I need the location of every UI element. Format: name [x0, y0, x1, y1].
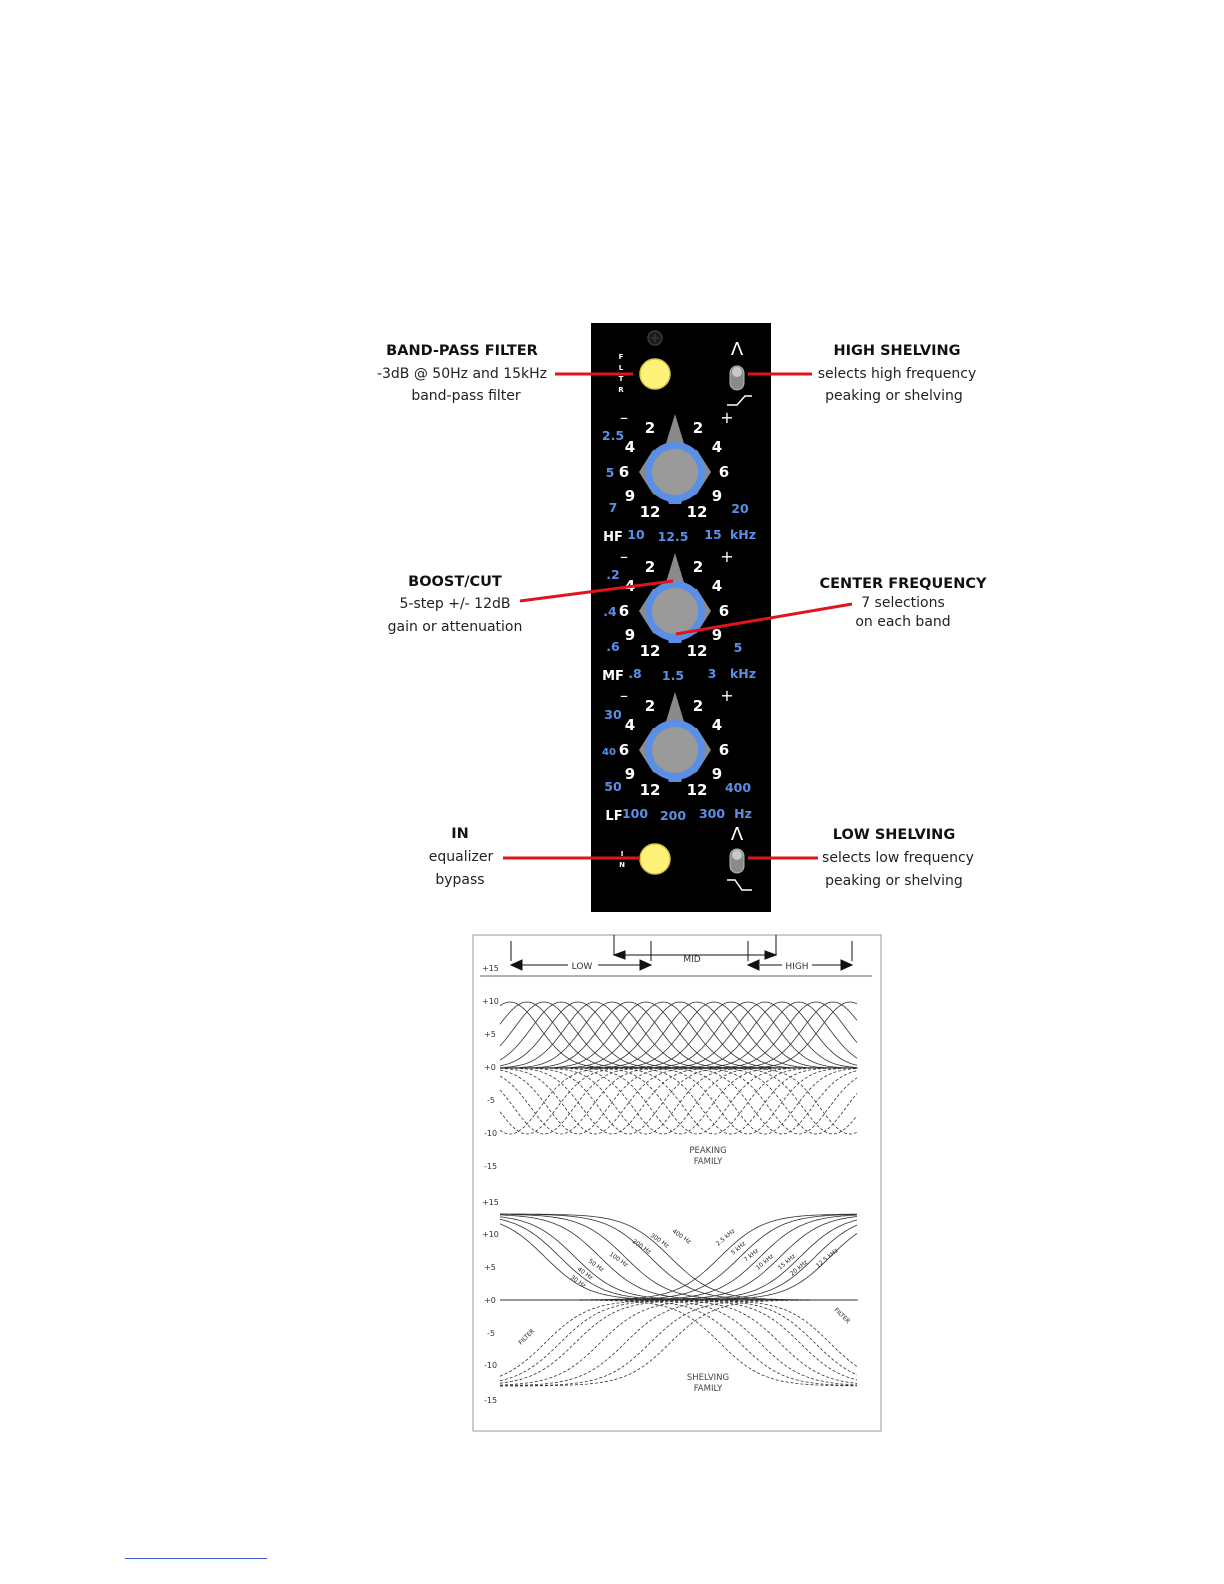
- curve-label: 400 Hz: [670, 1227, 693, 1246]
- mf-gain-label: 4: [624, 577, 636, 595]
- callout-text: 7 selections: [861, 595, 945, 611]
- mf-freq-label: 5: [733, 640, 743, 655]
- hf-gain-label: 4: [624, 438, 636, 456]
- hf-freq-label: 15: [704, 527, 722, 542]
- curve-label: 30 Hz: [568, 1273, 587, 1290]
- hf-minus: –: [620, 408, 628, 427]
- lf-gain-label: 6: [618, 741, 630, 759]
- lf-gain-label: 12: [639, 781, 661, 799]
- callout-text: 5-step +/- 12dB: [399, 596, 511, 612]
- callout-title: BOOST/CUT: [408, 574, 502, 590]
- hf-gain-label: 12: [686, 503, 708, 521]
- axis-tick-label: +15: [482, 1198, 499, 1207]
- curve-label: 7 kHz: [742, 1247, 761, 1264]
- hf-freq-label: 7: [608, 500, 618, 515]
- callout-text: on each band: [855, 614, 951, 630]
- mf-minus: –: [620, 547, 628, 566]
- footnote-separator: [125, 1558, 267, 1559]
- lf-gain-label: 4: [624, 716, 636, 734]
- callout-title: LOW SHELVING: [832, 827, 956, 843]
- mf-gain-label: 2: [692, 558, 704, 576]
- callout-text: gain or attenuation: [387, 619, 523, 635]
- callout-in: [429, 826, 494, 888]
- peaking-symbol-icon: Λ: [730, 339, 744, 360]
- callout-title: BAND-PASS FILTER: [386, 343, 538, 359]
- hf-plus: +: [720, 408, 734, 427]
- mf-freq-label: .6: [606, 639, 620, 654]
- hf-freq-label: 5: [605, 465, 615, 480]
- callout-center-frequency: [820, 576, 987, 630]
- hf-freq-label: 20: [731, 501, 749, 516]
- svg-text:F: F: [618, 353, 624, 361]
- axis-tick-label: -15: [484, 1162, 498, 1171]
- axis-tick-label: +0: [484, 1296, 496, 1305]
- mf-gain-label: 6: [718, 602, 730, 620]
- axis-tick-label: +5: [484, 1030, 496, 1039]
- axis-tick-label: +5: [484, 1263, 496, 1272]
- mf-freq-label: 3: [707, 666, 717, 681]
- lf-gain-label: 2: [692, 697, 704, 715]
- axis-tick-label: +15: [482, 964, 499, 973]
- response-curves-figure: [473, 935, 881, 1431]
- callout-text: equalizer: [428, 849, 494, 865]
- lf-freq-label: 100: [621, 806, 649, 821]
- lf-unit: Hz: [734, 806, 752, 821]
- callout-text: peaking or shelving: [825, 388, 963, 404]
- axis-tick-label: -5: [487, 1329, 495, 1338]
- range-label: MID: [683, 955, 701, 965]
- mf-gain-label: 6: [618, 602, 630, 620]
- axis-tick-label: -10: [484, 1361, 498, 1370]
- svg-text:L: L: [618, 364, 624, 372]
- lf-gain-label: 2: [644, 697, 656, 715]
- curve-label: 2.5 kHz: [714, 1227, 737, 1248]
- in-bypass-button[interactable]: [640, 844, 670, 874]
- lf-gain-label: 12: [686, 781, 708, 799]
- filter-label: FILTER: [832, 1306, 852, 1326]
- curve-label: 12.5 kHz: [814, 1247, 840, 1270]
- curve-label: 15 kHz: [776, 1252, 798, 1272]
- mf-gain-label: 9: [711, 626, 723, 644]
- curve-label: 10 kHz: [754, 1252, 776, 1272]
- hf-gain-label: 9: [624, 487, 636, 505]
- axis-tick-label: -15: [484, 1396, 498, 1405]
- lf-freq-label: 40: [602, 747, 616, 758]
- callout-text: peaking or shelving: [825, 873, 963, 889]
- mf-freq-label: .4: [603, 604, 617, 619]
- curve-label: 50 Hz: [586, 1257, 605, 1274]
- hf-gain-label: 4: [711, 438, 723, 456]
- mf-gain-label: 12: [686, 642, 708, 660]
- lf-freq-label: 50: [604, 779, 622, 794]
- axis-tick-label: +10: [482, 997, 499, 1006]
- lf-plus: +: [720, 686, 734, 705]
- mf-gain-label: 12: [639, 642, 661, 660]
- hf-gain-label: 6: [618, 463, 630, 481]
- axis-tick-label: -10: [484, 1129, 498, 1138]
- callout-text: -3dB @ 50Hz and 15kHz: [376, 366, 548, 382]
- hf-freq-label: 12.5: [657, 529, 689, 544]
- lf-gain-label: 4: [711, 716, 723, 734]
- peaking-family-label: PEAKING: [689, 1146, 727, 1156]
- hf-gain-label: 2: [692, 419, 704, 437]
- svg-text:T: T: [618, 375, 624, 383]
- hf-freq-label: 10: [627, 527, 645, 542]
- lf-minus: –: [620, 686, 628, 705]
- callout-text: selects high frequency: [817, 366, 977, 382]
- lf-gain-label: 9: [711, 765, 723, 783]
- axis-tick-label: -5: [487, 1096, 495, 1105]
- curve-label: 100 Hz: [607, 1250, 630, 1269]
- lf-freq-label: 200: [659, 808, 687, 823]
- eq-front-panel: [591, 323, 771, 912]
- svg-text:I: I: [620, 850, 624, 858]
- svg-text:R: R: [618, 386, 624, 394]
- hf-gain-label: 2: [644, 419, 656, 437]
- mf-freq-label: .8: [628, 666, 642, 681]
- hf-unit: kHz: [729, 527, 757, 542]
- peaking-family-label: FAMILY: [693, 1157, 723, 1167]
- curve-label: 40 Hz: [575, 1265, 594, 1282]
- lf-freq-label: 400: [724, 780, 752, 795]
- curve-label: 200 Hz: [630, 1237, 653, 1256]
- axis-tick-label: +0: [484, 1063, 496, 1072]
- lf-freq-label: 30: [604, 707, 622, 722]
- callout-low-shelving: [822, 827, 974, 889]
- callout-boost-cut: [388, 574, 523, 635]
- axis-tick-label: +10: [482, 1230, 499, 1239]
- callout-high-shelving: [818, 343, 977, 404]
- mf-gain-label: 2: [644, 558, 656, 576]
- hf-gain-label: 9: [711, 487, 723, 505]
- callout-title: HIGH SHELVING: [833, 343, 961, 359]
- lf-gain-label: 6: [718, 741, 730, 759]
- shelving-family-label: SHELVING: [686, 1373, 730, 1383]
- range-label: HIGH: [785, 962, 809, 972]
- curve-label: 20 kHz: [788, 1258, 810, 1278]
- curve-label: 5 kHz: [729, 1240, 748, 1257]
- mf-freq-label: 1.5: [661, 668, 685, 683]
- mf-unit: kHz: [729, 666, 757, 681]
- filter-label: FILTER: [517, 1327, 537, 1347]
- callout-text: bypass: [435, 872, 485, 888]
- hf-gain-label: 6: [718, 463, 730, 481]
- callout-title: CENTER FREQUENCY: [819, 576, 987, 592]
- lf-band-name: LF: [605, 809, 623, 824]
- callout-band-pass: [377, 343, 547, 404]
- mf-plus: +: [720, 547, 734, 566]
- peaking-symbol-icon: Λ: [730, 824, 744, 845]
- hf-band-name: HF: [603, 530, 623, 545]
- lf-gain-label: 9: [624, 765, 636, 783]
- callout-title: IN: [451, 826, 469, 842]
- mf-gain-label: 9: [624, 626, 636, 644]
- lf-freq-label: 300: [698, 806, 726, 821]
- mf-freq-label: .2: [606, 567, 620, 582]
- callout-text: band-pass filter: [411, 388, 521, 404]
- panel-screw-icon: [648, 331, 662, 345]
- callout-text: selects low frequency: [822, 850, 974, 866]
- svg-text:N: N: [619, 861, 625, 869]
- range-label: LOW: [571, 962, 593, 972]
- filter-button[interactable]: [640, 359, 670, 389]
- mf-band-name: MF: [602, 669, 624, 684]
- hf-gain-label: 12: [639, 503, 661, 521]
- curve-label: 300 Hz: [648, 1231, 671, 1250]
- mf-gain-label: 4: [711, 577, 723, 595]
- shelving-family-label: FAMILY: [693, 1384, 723, 1394]
- hf-freq-label: 2.5: [601, 428, 625, 443]
